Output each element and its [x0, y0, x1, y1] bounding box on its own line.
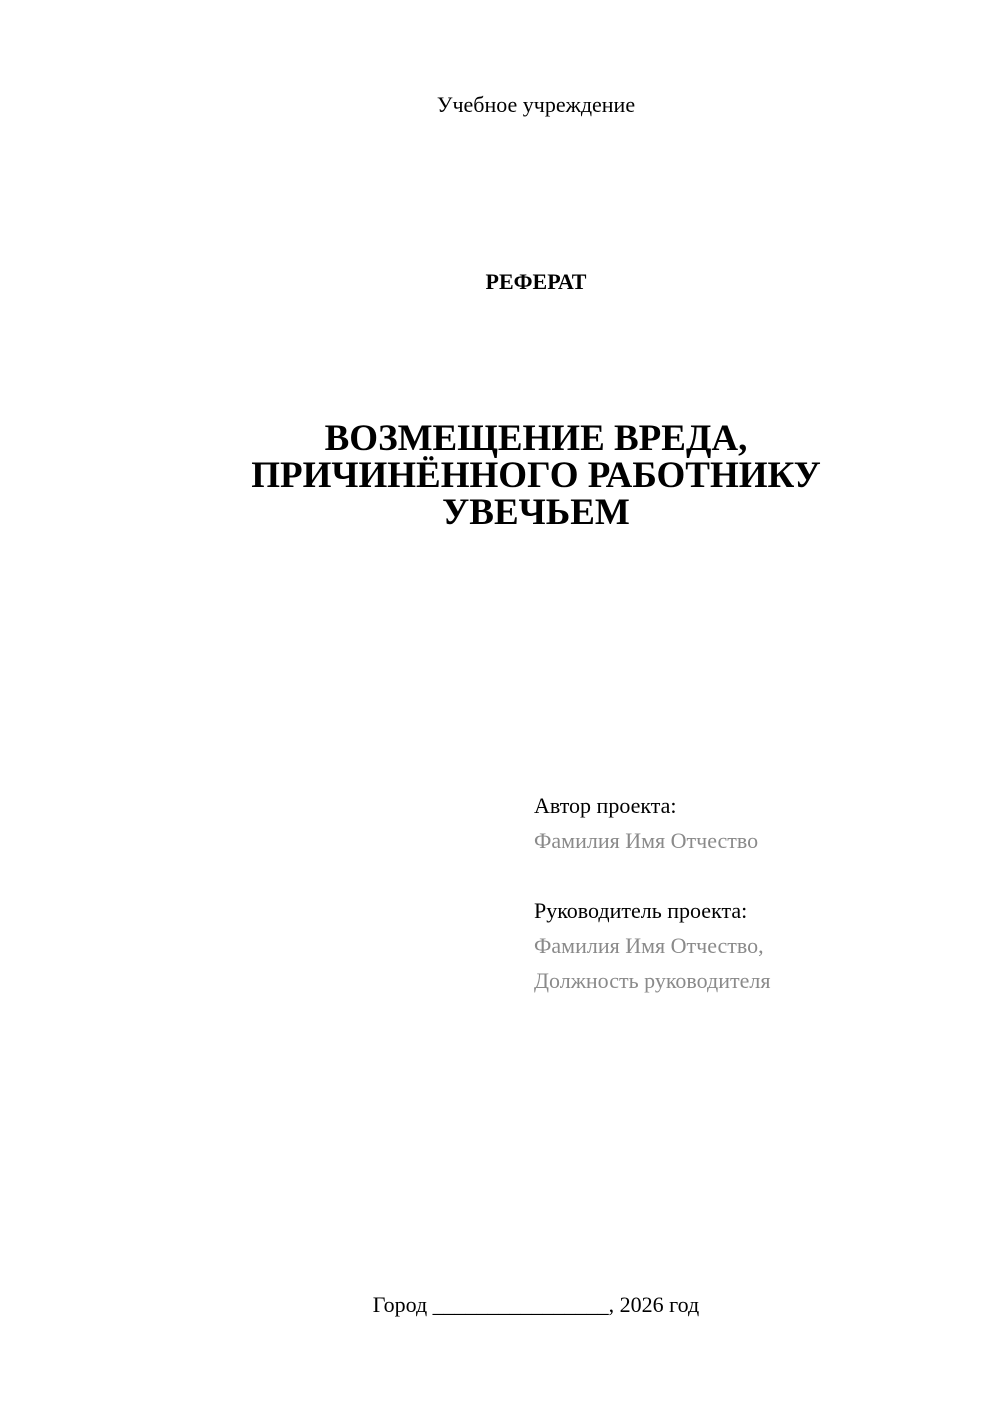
- supervisor-position: Должность руководителя: [534, 968, 771, 993]
- document-type: РЕФЕРАТ: [485, 269, 587, 294]
- title-line-1: ВОЗМЕЩЕНИЕ ВРЕДА,: [324, 418, 748, 459]
- document-title: [0, 420, 1000, 531]
- title-line-2: ПРИЧИНЁННОГО РАБОТНИКУ: [251, 455, 821, 496]
- supervisor-label: Руководитель проекта:: [534, 898, 748, 923]
- author-name: Фамилия Имя Отчество: [534, 828, 759, 853]
- project-info: [534, 788, 974, 998]
- info-spacer: [534, 858, 974, 893]
- supervisor-name: Фамилия Имя Отчество,: [534, 933, 764, 958]
- institution-name: Учебное учреждение: [436, 92, 636, 117]
- city-year-line: Город ________________, 2026 год: [372, 1292, 700, 1317]
- author-label: Автор проекта:: [534, 793, 677, 818]
- title-line-3: УВЕЧЬЕМ: [442, 492, 630, 533]
